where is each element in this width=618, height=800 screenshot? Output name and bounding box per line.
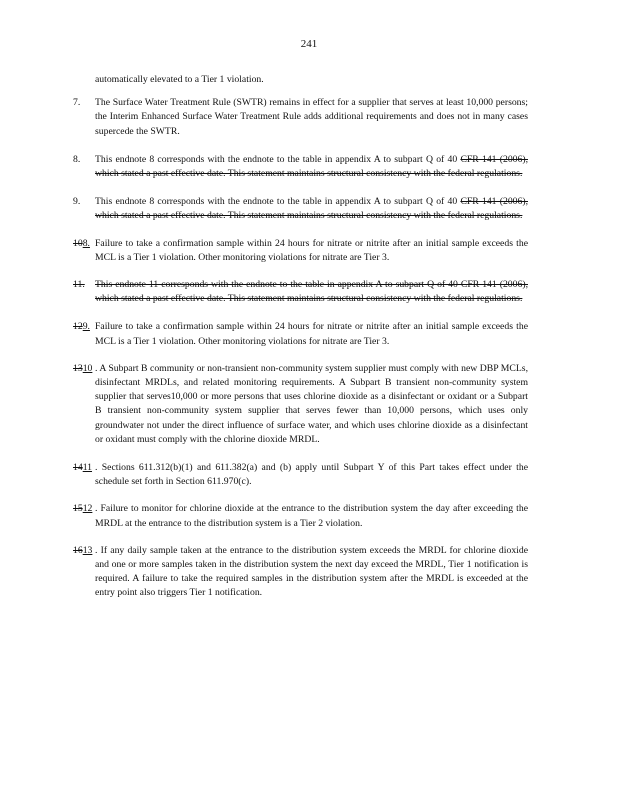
endnote-item [73,153,528,181]
endnote-number [73,502,92,516]
endnote-item [73,362,528,447]
endnote-text: This endnote 8 corresponds with the endnote to the table in appendix A to subpart Q of 40 [95,153,461,165]
endnote-item [73,195,528,223]
endnote-text: . Sections 611.312(b)(1) and 611.382(a) and (b) apply until Subpart Y of this Part takes effect under the schedule set forth in Section 611.970(c). [95,462,528,488]
inserted-number: 8. [82,237,90,249]
endnote-text: . Failure to monitor for chlorine dioxide at the entrance to the distribution system the day after exceeding the MRDL at the entrance to the distribution system is a Tier 2 violation. [95,503,528,529]
endnote-text: This endnote 8 corresponds with the endnote to the table in appendix A to subpart Q of 40 [95,196,461,208]
page-number: 241 [300,38,318,50]
endnote-number [73,461,92,475]
endnote-item [73,278,528,306]
deleted-number: 15 [73,503,83,515]
inserted-number: 9. [73,196,81,208]
endnote-item [73,237,528,265]
deleted-number: 10 [73,237,83,249]
endnote-text: Failure to take a confirmation sample within 24 hours for nitrate or nitrite after an initial sample exceeds the MCL is a Tier 1 violation. Other monitoring violations for nitrate are Tier 3. [95,237,528,263]
inserted-number: 11 [82,462,93,474]
inserted-number: 7. [73,97,81,109]
endnote-number [73,320,90,334]
endnote-number [73,278,85,292]
endnote-text: . If any daily sample taken at the entrance to the distribution system exceeds the MRDL for chlorine dioxide and one or more samples taken in the distribution system the next day exceed the MRDL, Tier 1 notification is required. A failure to take the required samples in the distribution system after the MRDL is exceeded at the entry point also triggers Tier 1 notification. [95,544,528,599]
endnote-number [73,237,90,251]
inserted-number: 10 [82,362,93,374]
endnote-number [73,544,92,558]
endnote-text: Failure to take a confirmation sample within 24 hours for nitrate or nitrite after an initial sample exceeds the MCL is a Tier 1 violation. Other monitoring violations for nitrate are Tier 3. [95,321,528,347]
deleted-number: 11. [73,279,85,291]
endnote-number [73,153,80,167]
deleted-text: This endnote 11 corresponds with the endnote to the table in appendix A to subpart Q of 40 CFR 141 (2006), which stated a past effective date. This statement maintains structural consistency with the federal regulations. [95,279,528,305]
endnote-number [73,195,80,209]
inserted-number: 12 [82,503,93,515]
endnote-item [73,544,528,601]
continuation-text: automatically elevated to a Tier 1 violation. [95,74,264,85]
endnote-item [73,502,528,530]
inserted-number: 9. [82,321,90,333]
endnote-item [73,96,528,139]
deleted-number: 13 [73,362,83,374]
inserted-number: 13 [82,544,93,556]
deleted-text: CFR 141 (2006), which stated a past effective date. This statement maintains structural consistency with the federal regulations. [95,196,528,222]
endnote-number [73,96,80,110]
deleted-number: 14 [73,462,83,474]
deleted-text: CFR 141 (2006), which stated a past effective date. This statement maintains structural consistency with the federal regulations. [95,153,528,180]
deleted-number: 16 [73,544,83,556]
endnotes-body [73,73,528,601]
endnote-item [73,320,528,348]
endnote-number [73,362,92,376]
deleted-number: 12 [73,321,83,333]
endnote-text: The Surface Water Treatment Rule (SWTR) remains in effect for a supplier that serves at least 10,000 persons; the Interim Enhanced Surface Water Treatment Rule adds additional requirements and does not in many cases supercede the SWTR. [95,97,528,137]
inserted-number: 8. [73,153,81,165]
endnote-item [73,461,528,489]
endnote-text: . A Subpart B community or non-transient non-community system supplier must comply with new DBP MCLs, disinfectant MRDLs, and related monitoring requirements. A Subpart B transient non-community system supplier that serves10,000 or more persons that uses chlorine dioxide as a disinfectant or oxidant or a Subpart B transient non-community system supplier that serves fewer than 10,000 persons, which uses only groundwater not under the direct influence of surface water, and which uses chlorine dioxide as a disinfectant or oxidant must comply with the chlorine dioxide MRDL. [95,362,528,445]
endnotes-list [73,96,528,600]
